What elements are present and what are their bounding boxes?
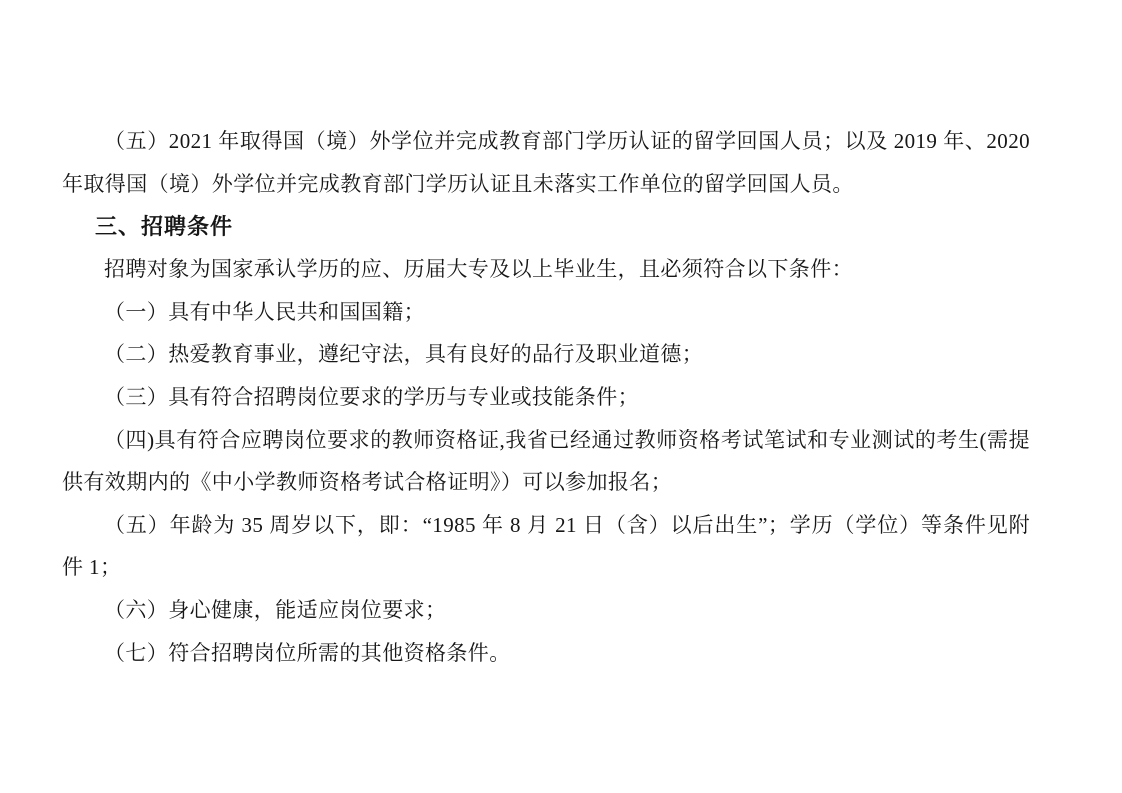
paragraph-condition-3-qualification: （三）具有符合招聘岗位要求的学历与专业或技能条件； [104, 384, 639, 409]
document-text-block [62, 120, 1030, 674]
section-heading-recruitment-conditions: 三、招聘条件 [95, 214, 234, 240]
paragraph-condition-4-teacher-certificate: （四)具有符合应聘岗位要求的教师资格证,我省已经通过教师资格考试笔试和专业测试的考生(需提供有效期内的《中小学教师资格考试合格证明》）可以参加报名； [62, 427, 1030, 495]
paragraph-recruitment-target: 招聘对象为国家承认学历的应、历届大专及以上毕业生，且必须符合以下条件： [104, 257, 853, 282]
paragraph-condition-7-other: （七）符合招聘岗位所需的其他资格条件。 [104, 640, 511, 665]
paragraph-overseas-returnees: （五）2021 年取得国（境）外学位并完成教育部门学历认证的留学回国人员；以及 2019 年、2020 年取得国（境）外学位并完成教育部门学历认证且未落实工作单位的留学回国人员。 [62, 129, 1030, 196]
paragraph-condition-1-nationality: （一）具有中华人民共和国国籍； [104, 299, 425, 324]
paragraph-condition-6-health: （六）身心健康，能适应岗位要求； [104, 597, 447, 622]
paragraph-condition-5-age-limit: （五）年龄为 35 周岁以下，即：“1985 年 8 月 21 日（含）以后出生”；学历（学位）等条件见附件 1； [62, 512, 1030, 580]
paragraph-condition-2-ethics: （二）热爱教育事业，遵纪守法，具有良好的品行及职业道德； [104, 342, 704, 367]
